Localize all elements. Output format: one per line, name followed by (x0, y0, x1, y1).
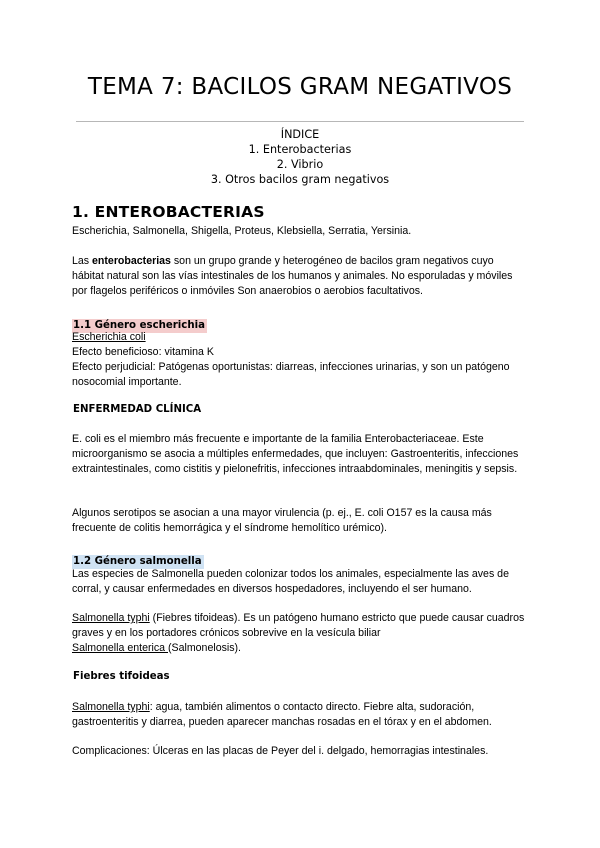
toc-item: 3. Otros bacilos gram negativos (210, 173, 390, 186)
toc-heading: ÍNDICE (280, 128, 320, 141)
enterobacteria-intro: Las enterobacterias son un grupo grande y heterogéneo de bacilos gram negativos cuyo hábitat natural son las vías intestinales de los humanos y animales. No esporuladas y móviles por flagelos periféricos o inmóviles Son anaerobios o aerobios facultativos. (72, 255, 513, 298)
salmonella-intro: Las especies de Salmonella pueden colonizar todos los animales, especialmente las aves de corral, y causar enfermedades en diversos hospedadores, incluyendo el ser humano. (72, 568, 509, 596)
clinical-disease-heading: ENFERMEDAD CLÍNICA (73, 404, 202, 415)
clinical-paragraph-2: Algunos serotipos se asocian a una mayor virulencia (p. ej., E. coli O157 es la causa más frecuente de colitis hemorrágica y el síndrome hemolítico urémico). (72, 507, 492, 535)
table-of-contents (0, 127, 600, 187)
title-divider (76, 121, 524, 122)
typhoid-heading: Fiebres tifoideas (73, 671, 170, 682)
typhoid-paragraph: Salmonella typhi: agua, también alimentos o contacto directo. Fiebre alta, sudoración, gastroenteritis y diarrea, pueden aparecer manchas rosadas en el tórax y en el abdomen. (72, 701, 492, 729)
subsection-heading-escherichia: 1.1 Género escherichia (73, 320, 205, 331)
enterobacteria-term: enterobacterias (92, 255, 171, 267)
harmful-effect: Efecto perjudicial: Patógenas oportunistas: diarreas, infecciones urinarias, y son un patógeno nosocomial importante. (72, 361, 510, 389)
clinical-paragraph-1: E. coli es el miembro más frecuente e importante de la familia Enterobacteriaceae. Este microorganismo se asocia a múltiples enfermedades, que incluyen: Gastroenteritis, infecciones extraintestinales, como cistitis y pielonefritis, infecciones intraabdominales, meningitis y sepsis. (72, 433, 519, 476)
genera-list: Escherichia, Salmonella, Shigella, Proteus, Klebsiella, Serratia, Yersinia. (72, 225, 412, 237)
beneficial-effect: Efecto beneficioso: vitamina K (72, 346, 214, 358)
escherichia-species: Escherichia coli (72, 331, 146, 343)
complications-paragraph: Complicaciones: Úlceras en las placas de Peyer del i. delgado, hemorragias intestinales. (72, 745, 489, 757)
section-heading-enterobacterias: 1. ENTEROBACTERIAS (72, 203, 265, 221)
toc-item: 2. Vibrio (276, 158, 324, 171)
subsection-heading-salmonella: 1.2 Género salmonella (73, 556, 202, 567)
salmonella-typhi-paragraph: Salmonella typhi (Fiebres tifoideas). Es un patógeno humano estricto que puede causar cuadros graves y en los portadores crónicos sobrevive en la vesícula biliar Salmonella enterica (Salmonelosis). (72, 612, 525, 655)
toc-item: 1. Enterobacterias (248, 143, 352, 156)
document-title: TEMA 7: BACILOS GRAM NEGATIVOS (87, 74, 513, 100)
